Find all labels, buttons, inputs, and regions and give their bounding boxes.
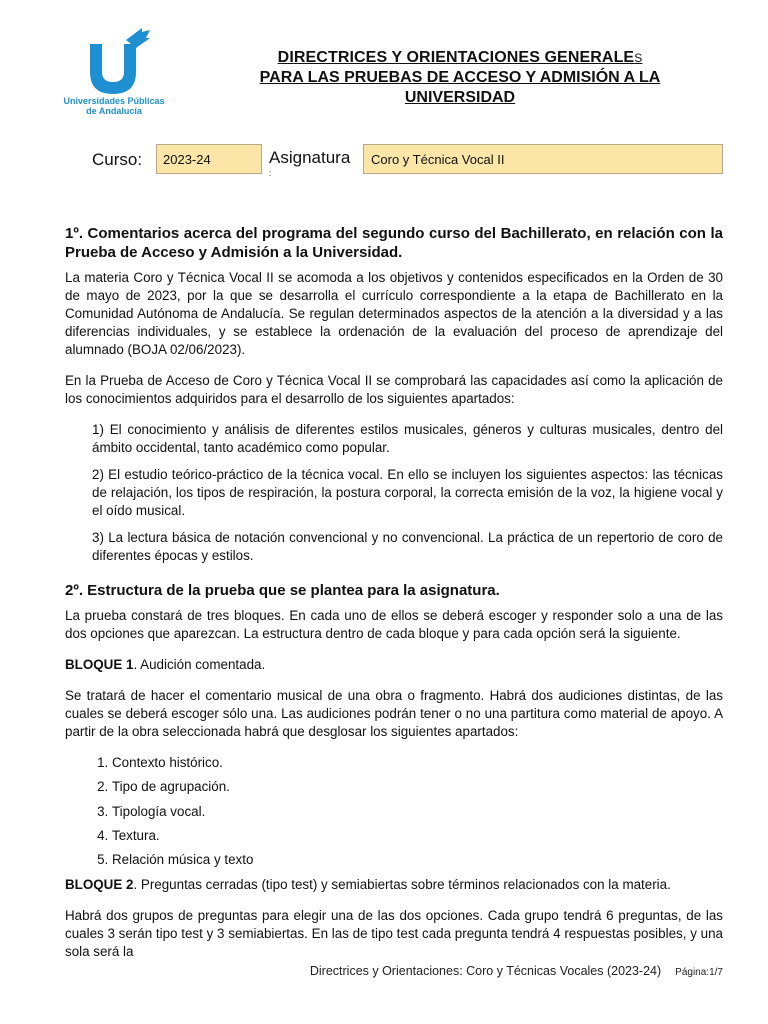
page-footer xyxy=(0,964,723,978)
bloque1-text: . Audición comentada. xyxy=(133,657,266,672)
bloque1-line xyxy=(65,656,723,674)
curso-field[interactable]: 2023-24 xyxy=(156,144,262,174)
section1-para2: En la Prueba de Acceso de Coro y Técnica Vocal II se comprobará las capacidades así como la aplicación de los conocimientos adquiridos para el desarrollo de los siguientes apartados: xyxy=(65,373,723,406)
bloque2-line xyxy=(65,876,723,894)
curso-label: Curso: xyxy=(92,150,143,169)
title-line3: UNIVERSIDAD xyxy=(404,89,516,106)
page-number: Página:1/7 xyxy=(675,967,723,978)
bloque1-para: Se tratará de hacer el comentario musical de una obra o fragmento. Habrá dos audiciones distintas, de las cuales se deberá escoger sólo una. Las audiciones podrán tener o no una partitura como material de apoyo. A partir de la obra seleccionada habrá que desglosar los siguientes apartados: xyxy=(65,688,723,739)
list-item: 2. Tipo de agrupación. xyxy=(112,778,723,796)
logo-text-line2: de Andalucía xyxy=(86,106,142,116)
logo-u-icon xyxy=(84,28,154,96)
document-title xyxy=(210,48,710,108)
asignatura-colon: : xyxy=(269,169,272,178)
list-item: 3. Tipología vocal. xyxy=(112,803,723,821)
list-item: 5. Relación música y texto xyxy=(112,851,723,869)
footer-text: Directrices y Orientaciones: Coro y Técnicas Vocales (2023-24) xyxy=(309,964,662,978)
asignatura-label: Asignatura xyxy=(269,148,351,167)
section2-heading: 2º. Estructura de la prueba que se plantea para la asignatura. xyxy=(65,582,500,599)
section1-para1: La materia Coro y Técnica Vocal II se acomoda a los objetivos y contenidos especificados en la Orden de 30 de mayo de 2023, por la que se desarrolla el currículo correspondiente a la etapa de Bachillerato en la Comunidad Autónoma de Andalucía. Se regulan determinados aspectos de la atención a la diversidad y a las diferencias individuales, y se establece la ordenación de la evaluación del proceso de aprendizaje del alumnado (BOJA 02/06/2023). xyxy=(65,270,723,357)
title-line1: DIRECTRICES Y ORIENTACIONES GENERALE xyxy=(277,49,635,66)
title-line1-tail: S xyxy=(634,51,643,65)
section1-item3: 3) La lectura básica de notación convencional y no convencional. La práctica de un repertorio de coro de diferentes épocas y estilos. xyxy=(92,530,723,563)
list-item: 4. Textura. xyxy=(112,827,723,845)
list-item: 1. Contexto histórico. xyxy=(112,754,723,772)
document-body xyxy=(65,224,723,974)
section1-heading: 1º. Comentarios acerca del programa del segundo curso del Bachillerato, en relación con la Prueba de Acceso y Admisión a la Universidad. xyxy=(65,225,723,261)
logo-text-line1: Universidades Públicas xyxy=(63,96,165,106)
bloque1-list xyxy=(65,754,723,869)
section1-item2: 2) El estudio teórico-práctico de la técnica vocal. En ello se incluyen los siguientes aspectos: las técnicas de relajación, los tipos de respiración, la postura corporal, la correcta emisión de la voz, la higiene vocal y el oído musical. xyxy=(92,467,723,518)
bloque1-label: BLOQUE 1 xyxy=(65,657,134,672)
section1-item1: 1) El conocimiento y análisis de diferentes estilos musicales, géneros y culturas musicales, dentro del ámbito occidental, tanto académico como popular. xyxy=(92,422,723,455)
bloque2-para: Habrá dos grupos de preguntas para elegir una de las dos opciones. Cada grupo tendrá 6 preguntas, de las cuales 3 serán tipo test y 3 semiabiertas. En las de tipo test cada pregunta tendrá 4 respuestas posibles, y una sola será la xyxy=(65,908,723,960)
university-logo xyxy=(62,28,172,118)
bloque2-label: BLOQUE 2 xyxy=(65,877,134,893)
asignatura-field[interactable]: Coro y Técnica Vocal II xyxy=(363,144,723,174)
title-line2: PARA LAS PRUEBAS DE ACCESO Y ADMISIÓN A LA xyxy=(259,69,661,86)
section2-para1: La prueba constará de tres bloques. En cada uno de ellos se deberá escoger y responder solo a una de las dos opciones que aparezcan. La estructura dentro de cada bloque y para cada opción será la siguiente. xyxy=(65,608,723,641)
bloque2-text: . Preguntas cerradas (tipo test) y semiabiertas sobre términos relacionados con la materia. xyxy=(133,877,671,893)
logo-text xyxy=(62,96,166,116)
